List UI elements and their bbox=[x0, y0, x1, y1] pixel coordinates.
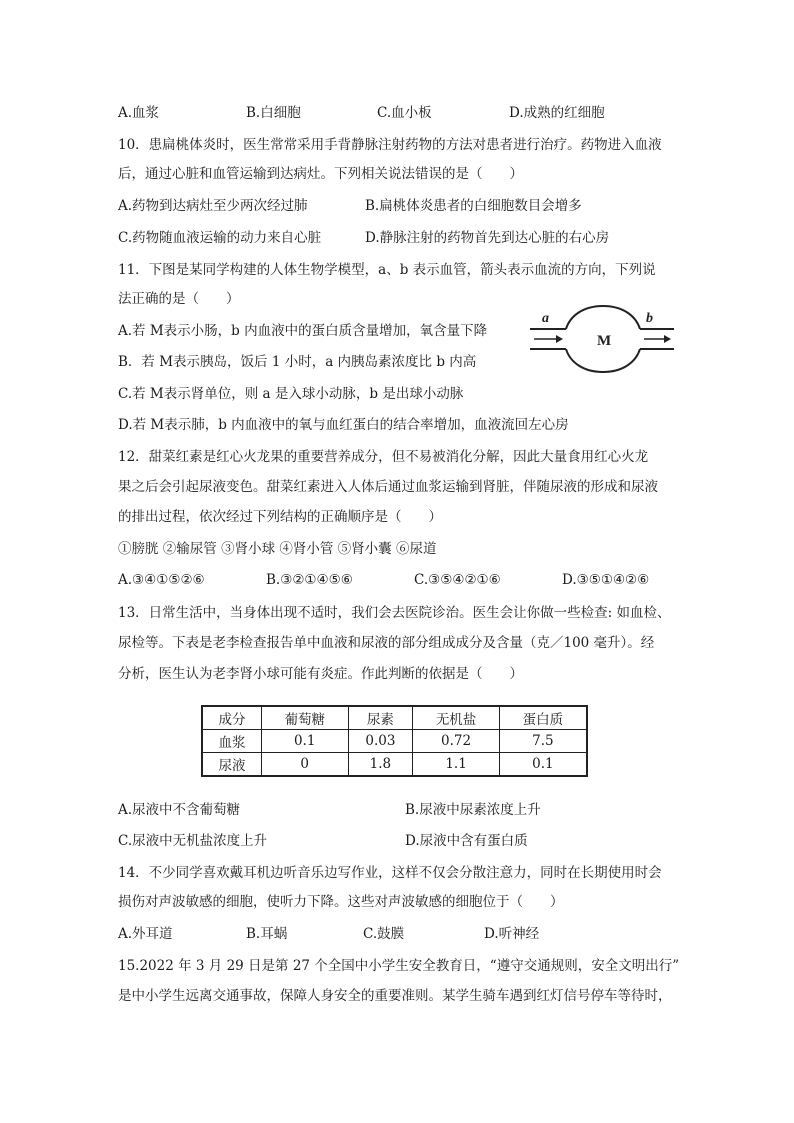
q11-option-a: A.若 M表示小肠，b 内血液中的蛋白质含量增加，氧含量下降 bbox=[118, 323, 488, 339]
q11-stem-line2: 法正确的是（ ） bbox=[118, 291, 240, 307]
table-header-cell: 成分 bbox=[202, 706, 261, 730]
table-cell: 0.03 bbox=[348, 730, 413, 753]
q13-option-b: B.尿液中尿素浓度上升 bbox=[405, 802, 541, 818]
table-row bbox=[202, 753, 587, 777]
organ-m-bottom-outline bbox=[566, 349, 640, 372]
q13-stem-line1: 13．日常生活中，当身体出现不适时，我们会去医院诊治。医生会让你做一些检查: 如血检、 bbox=[118, 605, 671, 621]
table-cell: 尿液 bbox=[202, 753, 261, 777]
q12-option-a: A.③④①⑤②⑥ bbox=[118, 572, 205, 588]
composition-table bbox=[201, 705, 588, 777]
flow-arrow-out-head bbox=[664, 335, 671, 343]
q13-option-a: A.尿液中不含葡萄糖 bbox=[118, 802, 241, 818]
q9-option-c: C.血小板 bbox=[377, 105, 432, 121]
q10-stem-line1: 10．患扁桃体炎时，医生常常采用手背静脉注射药物的方法对患者进行治疗。药物进入血液 bbox=[118, 137, 662, 153]
table-header-cell: 蛋白质 bbox=[499, 706, 587, 730]
q12-option-d: D.③⑤①④②⑥ bbox=[562, 572, 650, 588]
table-header-row bbox=[202, 706, 587, 730]
q11-stem-line1: 11．下图是某同学构建的人体生物学模型，a、b 表示血管，箭头表示血流的方向，下列说 bbox=[118, 262, 656, 278]
q10-option-a: A.药物到达病灶至少两次经过肺 bbox=[118, 198, 308, 214]
q11-option-b: B．若 M表示胰岛，饭后 1 小时，a 内胰岛素浓度比 b 内高 bbox=[118, 354, 477, 370]
q12-stem-line1: 12．甜菜红素是红心火龙果的重要营养成分，但不易被消化分解，因此大量食用红心火龙 bbox=[118, 449, 649, 465]
q14-option-a: A.外耳道 bbox=[118, 926, 173, 942]
q14-stem-line2: 损伤对声波敏感的细胞，使听力下降。这些对声波敏感的细胞位于（ ） bbox=[118, 894, 564, 910]
q15-stem-line1: 15.2022 年 3 月 29 日是第 27 个全国中小学生安全教育日，“遵守交通规则，安全文明出行” bbox=[118, 958, 680, 974]
vessel-a-label: a bbox=[542, 311, 549, 326]
q12-stem-line3: 的排出过程，依次经过下列结构的正确顺序是（ ） bbox=[118, 509, 442, 525]
blood-vessel-model-diagram bbox=[528, 304, 678, 374]
q13-option-c: C.尿液中无机盐浓度上升 bbox=[118, 833, 268, 849]
q12-structures-list: ①膀胱 ②输尿管 ③肾小球 ④肾小管 ⑤肾小囊 ⑥尿道 bbox=[118, 541, 437, 557]
q14-stem-line1: 14．不少同学喜欢戴耳机边听音乐边写作业，这样不仅会分散注意力，同时在长期使用时会 bbox=[118, 865, 662, 881]
q13-stem-line3: 分析，医生认为老李肾小球可能有炎症。作此判断的依据是（ ） bbox=[118, 666, 523, 682]
q12-option-c: C.③⑤④②①⑥ bbox=[414, 572, 501, 588]
q14-option-c: C.鼓膜 bbox=[363, 926, 405, 942]
table-cell: 0.1 bbox=[261, 730, 348, 753]
q10-option-b: B.扁桃体炎患者的白细胞数目会增多 bbox=[365, 198, 582, 214]
organ-m-top-outline bbox=[566, 306, 640, 329]
q14-option-b: B.耳蜗 bbox=[246, 926, 288, 942]
q15-stem-line2: 是中小学生远离交通事故，保障人身安全的重要准则。某学生骑车遇到红灯信号停车等待时， bbox=[118, 988, 672, 1004]
table-cell: 1.1 bbox=[413, 753, 500, 777]
table-cell: 1.8 bbox=[348, 753, 413, 777]
q10-stem-line2: 后，通过心脏和血管运输到达病灶。下列相关说法错误的是（ ） bbox=[118, 166, 523, 182]
table-header-cell: 无机盐 bbox=[413, 706, 500, 730]
q14-option-d: D.听神经 bbox=[484, 926, 540, 942]
q11-option-c: C.若 M表示肾单位，则 a 是入球小动脉，b 是出球小动脉 bbox=[118, 386, 464, 402]
flow-arrow-in-head bbox=[556, 335, 563, 343]
q13-stem-line2: 尿检等。下表是老李检查报告单中血液和尿液的部分组成成分及含量（克／100 毫升）。经 bbox=[118, 635, 655, 651]
q12-stem-line2: 果之后会引起尿液变色。甜菜红素进入人体后通过血浆运输到肾脏，伴随尿液的形成和尿液 bbox=[118, 479, 658, 495]
table-row bbox=[202, 730, 587, 753]
q11-option-d: D.若 M表示肺，b 内血液中的氧与血红蛋白的结合率增加，血液流回左心房 bbox=[118, 417, 569, 433]
table-header-cell: 葡萄糖 bbox=[261, 706, 348, 730]
table-cell: 7.5 bbox=[499, 730, 587, 753]
q9-option-d: D.成熟的红细胞 bbox=[509, 105, 605, 121]
q10-option-d: D.静脉注射的药物首先到达心脏的右心房 bbox=[365, 230, 610, 246]
table-cell: 0.72 bbox=[413, 730, 500, 753]
q9-option-a: A.血浆 bbox=[118, 105, 160, 121]
table-header-cell: 尿素 bbox=[348, 706, 413, 730]
q9-option-b: B.白细胞 bbox=[246, 105, 301, 121]
organ-m-label: M bbox=[597, 333, 612, 349]
table-cell: 0.1 bbox=[499, 753, 587, 777]
q10-option-c: C.药物随血液运输的动力来自心脏 bbox=[118, 230, 322, 246]
q13-option-d: D.尿液中含有蛋白质 bbox=[405, 833, 528, 849]
table-cell: 0 bbox=[261, 753, 348, 777]
q12-option-b: B.③②①④⑤⑥ bbox=[266, 572, 353, 588]
vessel-b-label: b bbox=[646, 311, 653, 326]
table-cell: 血浆 bbox=[202, 730, 261, 753]
